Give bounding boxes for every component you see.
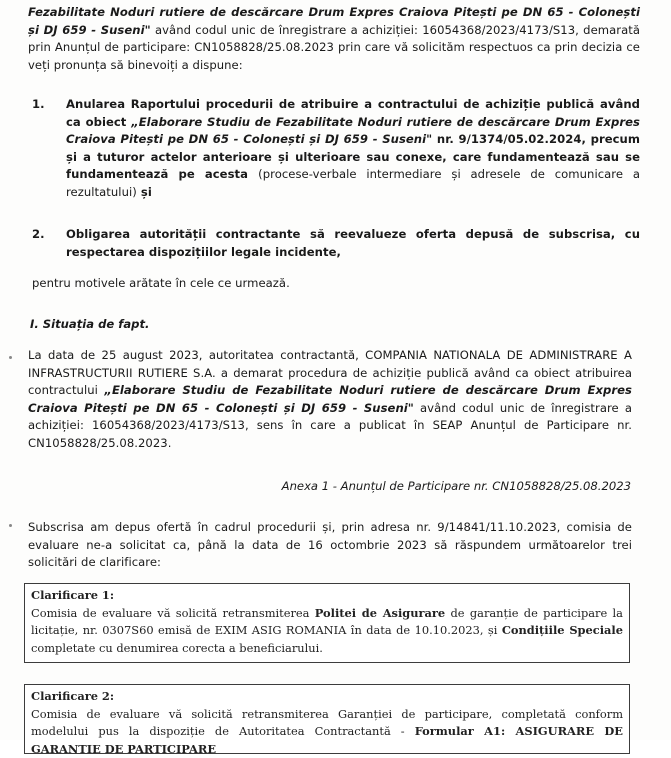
motive-line: pentru motivele arătate în cele ce urmează. [32,276,290,290]
request-item-1 [28,96,640,202]
clarification-content [31,706,623,758]
item-text-normal: (procese-verbale intermediare și adresele de comunicare a rezultatului) [66,167,640,199]
clarification-text: de garanție de participare la licitație, nr. 0307S60 emisă de EXIM ASIG ROMANIA în data de 10.10.2023, și [31,606,623,638]
margin-dot [9,524,12,527]
paragraph-text: La data de 25 august 2023, autoritatea contractantă, COMPANIA NATIONALA DE ADMINISTRARE A INFRASTRUCTURII RUTIERE S.A. a demarat procedura de achiziție publică având ca obiect atribuirea contractului [28,348,632,398]
item-text: nr. 9/1374/05.02.2024, precum și a tuturor actelor anterioare și ulterioare sau conexe, care fundamentează sau se fundamentează pe acesta [66,132,640,182]
item-text: Anularea Raportului procedurii de atribuire a contractului de achiziție publică având ca obiect [66,97,640,129]
annex-reference: Anexa 1 - Anunțul de Participare nr. CN1058828/25.08.2023 [281,479,631,493]
fact-paragraph-2: Subscrisa am depus ofertă în cadrul procedurii și, prin adresa nr. 9/14841/11.10.2023, comisia de evaluare ne-a solicitat ca, până la data de 16 octombrie 2023 să răspundem următoarelor trei solicitări de clarificare: [28,520,632,570]
fact-paragraph-1 [28,347,632,453]
clarification-text: Comisia de evaluare vă solicită retransmiterea [31,606,315,621]
intro-paragraph [28,4,640,74]
item-text: și [136,184,152,199]
item-number: 2. [32,227,45,241]
contract-title: „Elaborare Studiu de Fezabilitate Noduri rutiere de descărcare Drum Expres Craiova Pitești pe DN 65 - Colonești și DJ 659 - Suseni" [28,383,632,415]
clarification-title: Clarificare 1: [31,588,115,602]
section-heading: I. Situația de fapt. [30,317,150,331]
clarification-text: completate cu denumirea corecta a beneficiarului. [31,640,323,655]
item-contract-title: „Elaborare Studiu de Fezabilitate Noduri rutiere de descărcare Drum Expres Craiova Pitești pe DN 65 - Colonești și DJ 659 - Suseni" [66,114,640,147]
clarification-box-2 [24,684,630,754]
clarification-bold: Formular A1: ASIGURARE DE GARANTIE DE PARTICIPARE [31,724,623,756]
item-body: Obligarea autorității contractante să reevalueze oferta depusă de subscrisa, cu respectarea dispozițiilor legale incidente, [66,227,640,259]
clarification-bold: Condițiile Speciale [501,623,623,638]
intro-project-title: Fezabilitate Noduri rutiere de descărcare Drum Expres Craiova Pitești pe DN 65 - Colonești și DJ 659 - Suseni" [28,5,640,37]
item-number: 1. [32,97,45,111]
margin-dot [9,356,12,359]
clarification-content [31,605,623,657]
item-body [66,96,640,202]
request-item-2 [28,226,640,261]
intro-text: având codul unic de înregistrare a achiziției: 16054368/2023/4173/S13, demarată prin Anunțul de participare: CN1058828/25.08.2023 prin care vă solicităm respectuos ca prin decizia ce veți pronunța să binevoiți a dispune: [28,22,640,72]
clarification-bold: Politei de Asigurare [314,606,446,621]
clarification-box-1 [24,583,630,663]
clarification-title: Clarificare 2: [31,689,115,703]
clarification-text: Comisia de evaluare vă solicită retransmiterea Garanției de participare, completată conform modelului pus la dispoziție de Autoritatea Contractantă - [31,707,623,739]
paragraph-text: având codul unic de înregistrare a achiziției: 16054368/2023/4173/S13, sens în care a publicat în SEAP Anunțul de Participare nr. CN1058828/25.08.2023. [28,400,632,450]
